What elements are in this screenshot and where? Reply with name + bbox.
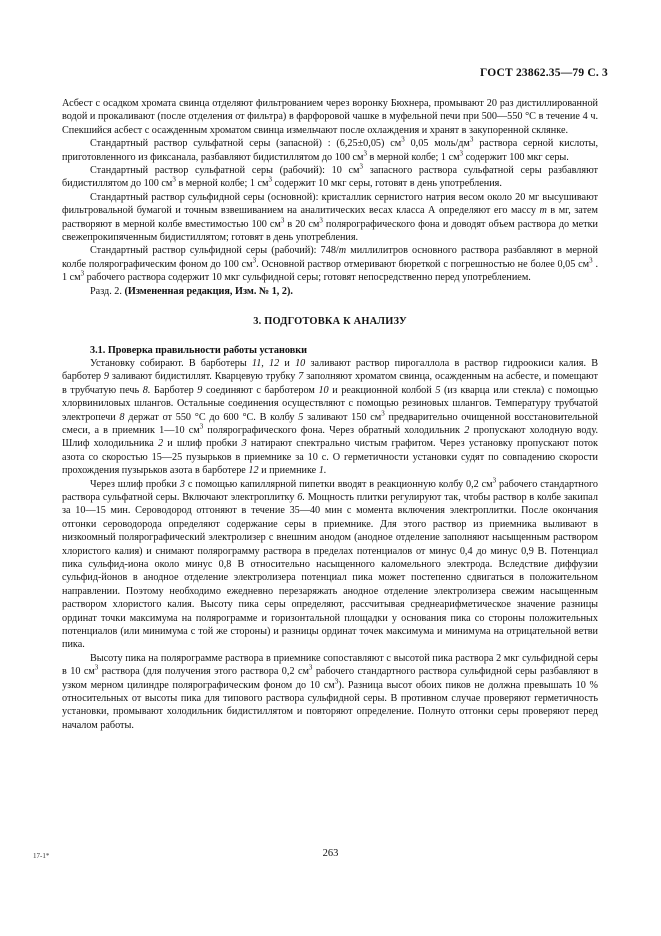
paragraph-sulfate-stock: Стандартный раствор сульфатной серы (запасной) : (6,25±0,05) $см^3$ 0,05 моль/$дм^3$ раствора серной кислоты, приготовленного из фиксанала, разбавляют бидистиллятом до 100 $см^3$ в мерной колбе; 1 $см^3$ содержит 100 мкг серы. [62, 135, 598, 163]
paragraph-sulfide-working: Стандартный раствор сульфидной серы (рабочий): 748/m миллилитров основного раствора разбавляют в мерной колбе полярографическим фоном до 100 $см^3$. Основной раствор отмеривают бюреткой с погрешностью не более 0,05 $см^3$ . 1 $см^3$ рабочего раствора содержит 10 мкг сульфидной серы; готовят непосредственно перед употреблением. [62, 245, 598, 284]
page-number: 263 [322, 848, 339, 859]
paragraph-sulfide-stock: Стандартный раствор сульфидной серы (основной): кристаллик сернистого натрия весом около 20 мг высушивают фильтровальной бумагой и точным взвешиванием на аналитических весах класса А определяют его массу m в мг, затем растворяют в мерной колбе вместимостью 100 $см^3$ в 20 $см^3$ полярографического фона и доводят объем раствора до метки свежепрокипяченным бидистиллятом; готовят в день употребления. [62, 191, 598, 244]
paragraph-amendment-note: Разд. 2. (Измененная редакция, Изм. № 1, 2). [90, 285, 293, 297]
subsection-title: 3.1. Проверка правильности работы установки [90, 344, 307, 356]
paragraph-setup-procedure: Через шлиф пробки 3 с помощью капиллярной пипетки вводят в реакционную колбу 0,2 $см^3$ рабочего стандартного раствора сульфатной серы. Включают электроплитку 6. Мощность плитки регулируют так, чтобы раствор в колбе закипал за 10—15 мин. Сероводород отгоняют в течение 35—40 мин с момента включения электроплитки. После окончания отгонки сероводорода определяют содержание серы в приемнике. Для этого раствор из приемника выливают в низкоомный полярографический электролизер с внешним анодом (анодное отделение заполняют насыщенным раствором хлористого калия) и снимают полярограмму раствора в пределах потенциалов от минус 0,4 до минус 0,9 В. Потенциал пика сульфид-иона около минус 0,8 В относительно насыщенного каломельного электрода. Вследствие диффузии сульфид-йонов в анодное отделение электролизера потенциал пика может постепенно сдвигаться в положительном направлении. Поэтому необходимо ежедневно перезаряжать анодное отделение электролизера свежим насыщенным раствором хлористого калия. Высоту пика серы определяют, рассчитывая среднеарифметическое значение разницы ординат точки максимума на полярограмме и горизонтальной площадки у основания пика со стороны положительных потенциалов (или минимума с той же стороны) и разницы ординат точек максимума и минимума на отрицательной ветви пика. [62, 476, 598, 651]
footer-signature-mark: 17-1* [33, 852, 50, 860]
document-body [62, 97, 598, 732]
paragraph-sulfate-working: Стандартный раствор сульфатной серы (рабочий): 10 $см^3$ запасного раствора сульфатной серы разбавляют бидистиллятом до 100 $см^3$ в мерной колбе; 1 $см^3$ содержит 10 мкг серы, готовят в день употребления. [62, 162, 599, 190]
paragraph-peak-comparison: Высоту пика на полярограмме раствора в приемнике сопоставляют с высотой пика раствора 2 мкг сульфидной серы в 10 $см^3$ раствора (для получения этого раствора 0,2 $см^3$ рабочего стандартного раствора сульфидной серы разбавляют в узком мерном цилиндре полярографическим фоном до 10 $см^3$). Разница высот обоих пиков не должна превышать 10 % относительных от высоты пика для типового раствора сульфидной серы. В противном случае проверяют герметичность установки, промывают холодильник бидистиллятом и повторяют определение. Полнуто отгонки серы проверяют перед началом работы. [62, 652, 599, 731]
paragraph-asbestos: Асбест с осадком хромата свинца отделяют фильтрованием через воронку Бюхнера, промывают 20 раз дистиллированной водой и прокаливают (после отделения от фильтра) в фарфоровой чашке в муфельной печи при 500—550 °С в течение 4 ч. Спекшийся асбест с осажденным хроматом свинца измельчают после охлаждения и хранят в закупоренной склянке. [62, 98, 598, 136]
paragraph-setup-assembly: Установку собирают. В барботеры 11, 12 и 10 заливают раствор пирогаллола в раствор гидроокиси калия. В барботер 9 заливают бидистиллят. Кварцевую трубку 7 заполняют хроматом свинца, осажденным на асбесте, и помещают в трубчатую печь 8. Барботер 9 соединяют с барботером 10 и реакционной колбой 5 (из кварца или стекла) с помощью хлорвиниловых шлангов. Остальные соединения осуществляют с помощью резиновых шлангов. Температуру трубчатой электропечи 8 держат от 550 °С до 600 °С. В колбу 5 заливают 150 $см^3$ предварительно очищенной восстановительной смеси, а в приемник 1—10 $см^3$ полярографического фона. Через обратный холодильник 2 пропускают холодную воду. Шлиф холодильника 2 и шлиф пробки 3 натирают спектрально чистым графитом. Через установку пропускают поток азота со скоростью 15—25 пузырьков в приемнике за 10 с. О герметичности установки судят по совпадению скорости прохождения пузырьков азота в барботере 12 и приемнике 1. [62, 357, 599, 477]
section-title: 3. ПОДГОТОВКА К АНАЛИЗУ [253, 316, 407, 328]
page-header: ГОСТ 23862.35—79 С. 3 [480, 67, 608, 79]
